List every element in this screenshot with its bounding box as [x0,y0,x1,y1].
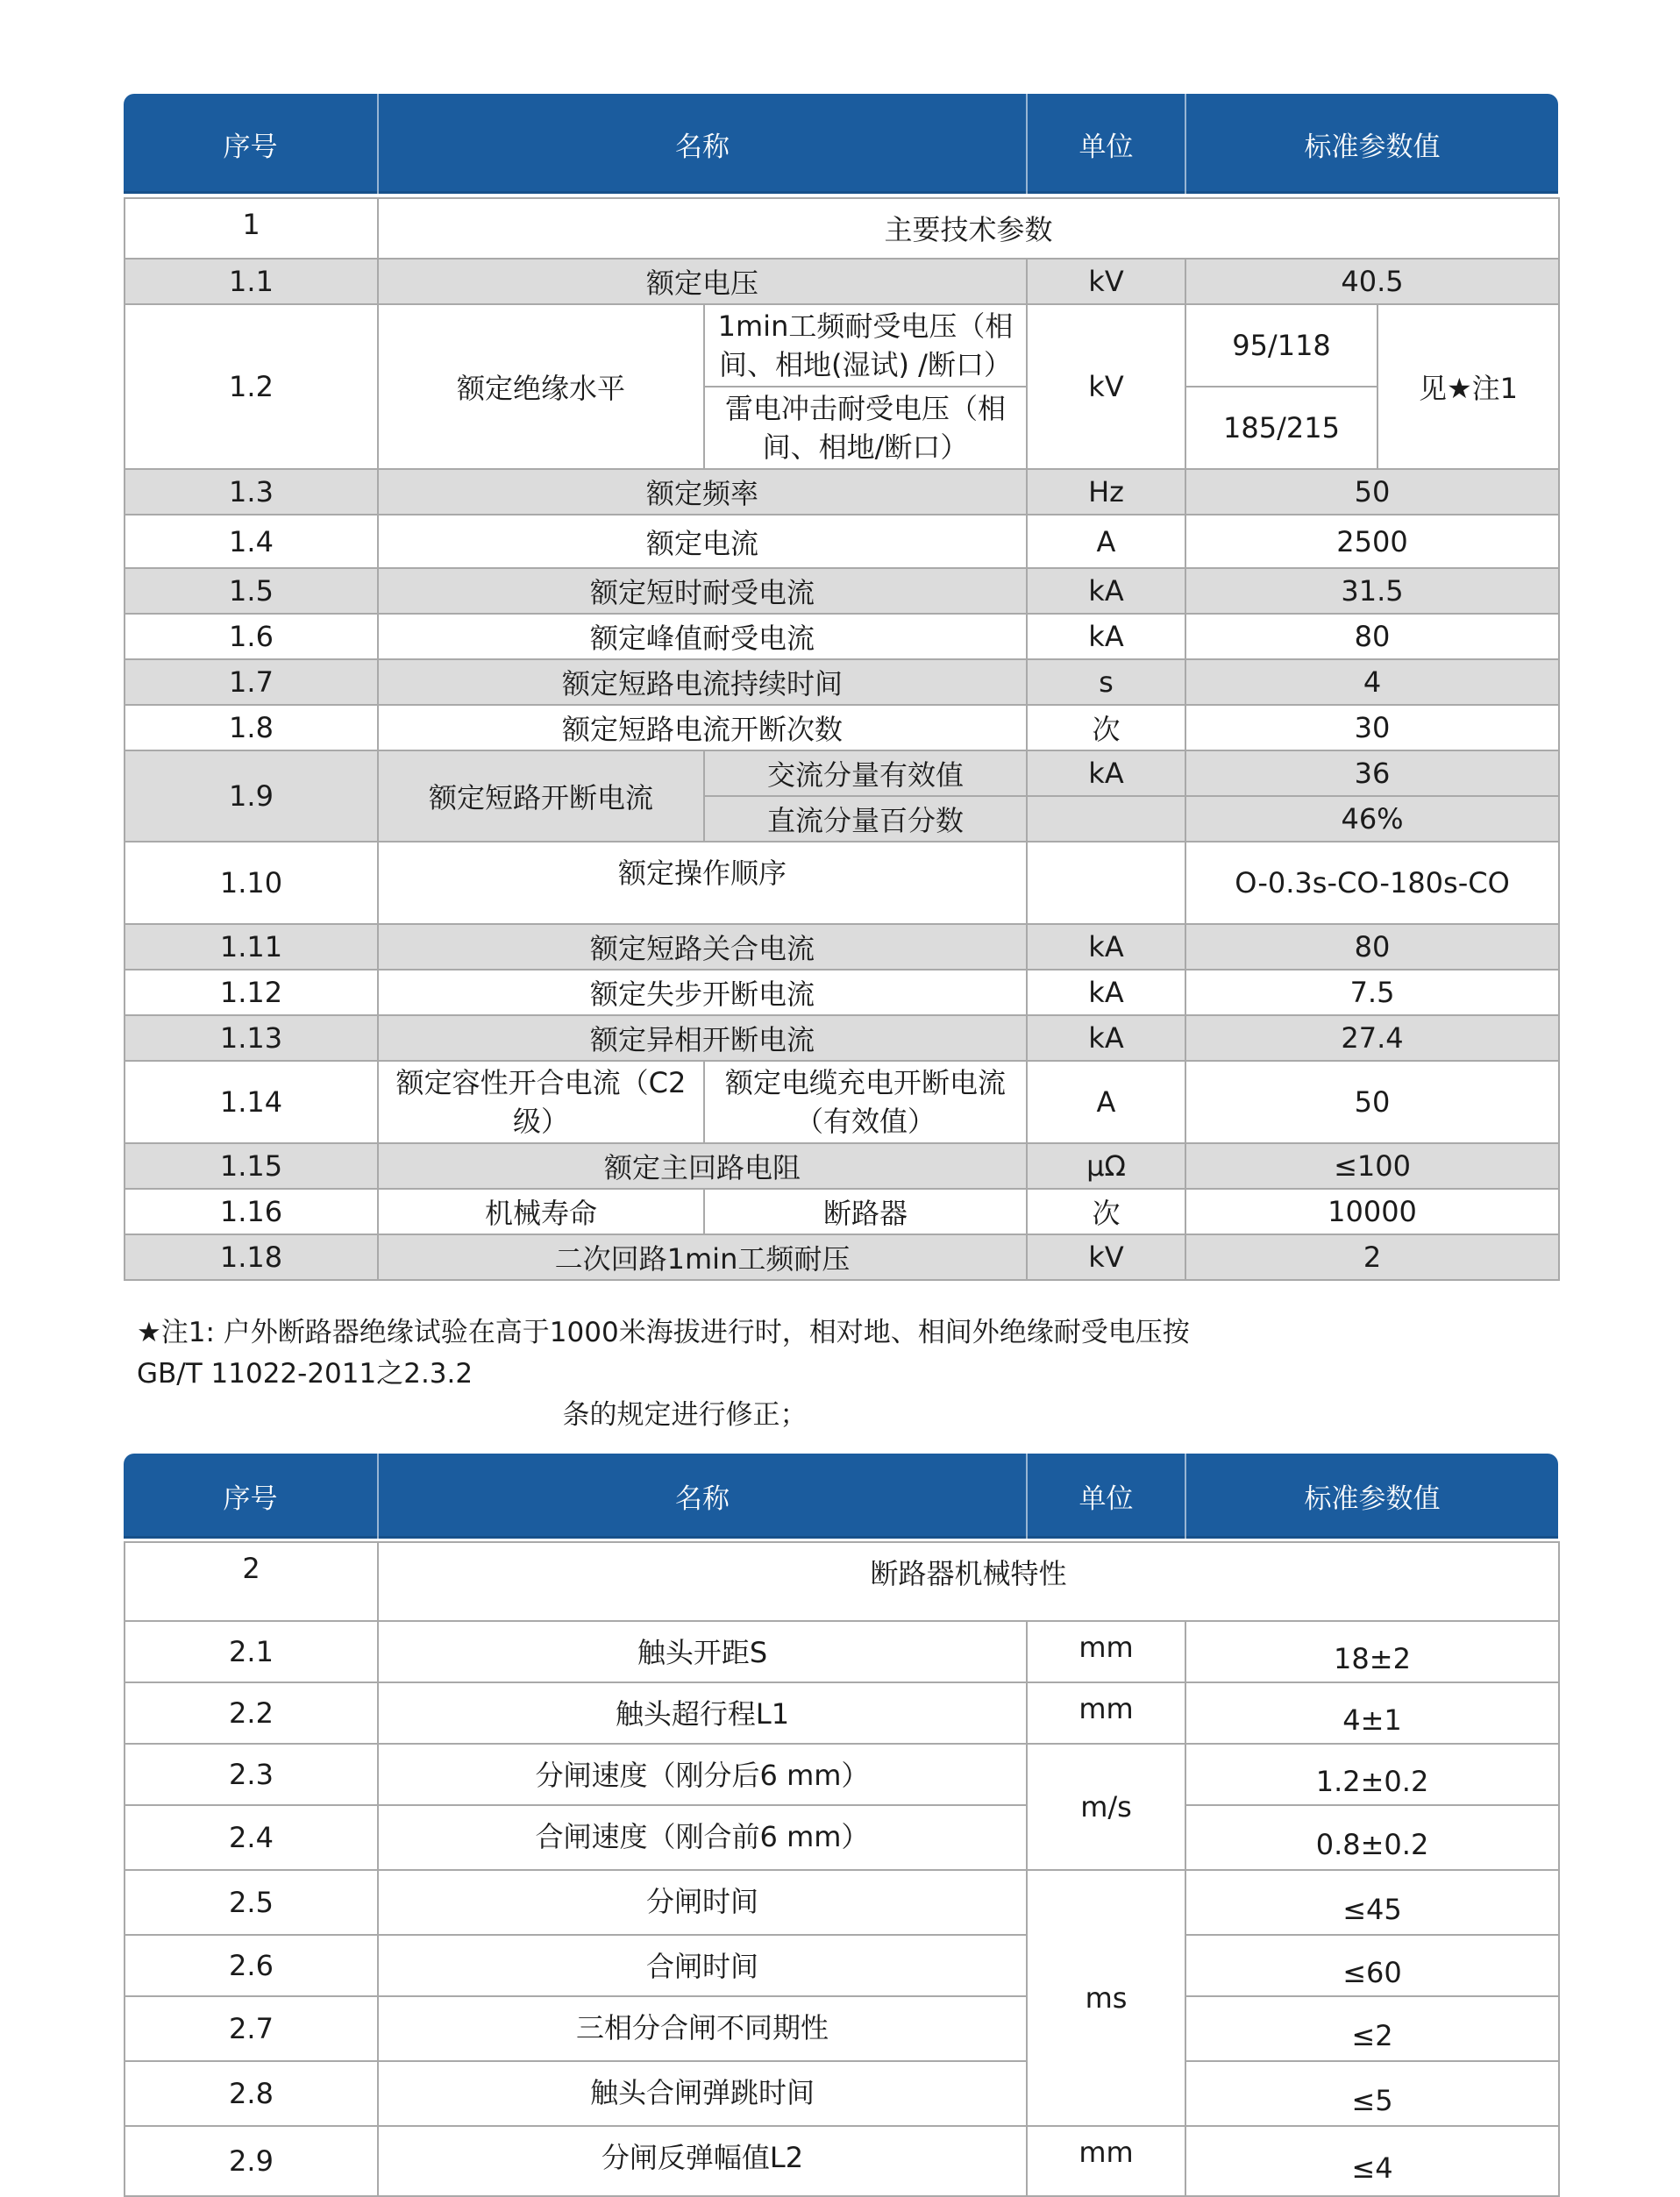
table-row [125,1805,1559,1870]
cell-unit: ms [1027,1870,1185,2126]
footnote-line2: 条的规定进行修正； [562,1399,808,1431]
cell-value: 7.5 [1185,970,1559,1015]
cell-value: 10000 [1185,1189,1559,1234]
cell-name: 额定异相开断电流 [378,1015,1027,1061]
table-row [125,1870,1559,1935]
cell-unit: mm [1027,1682,1185,1744]
cell-unit: kV [1027,1234,1185,1280]
cell-name: 触头合闸弹跳时间 [378,2061,1027,2126]
cell-no: 2.4 [125,1805,378,1870]
table1 [124,197,1560,1281]
cell-no: 1.13 [125,1015,378,1061]
table-row [125,568,1559,614]
cell-value: 0.8±0.2 [1185,1805,1559,1870]
cell-unit: 次 [1027,1189,1185,1234]
cell-no: 1.18 [125,1234,378,1280]
cell-name: 二次回路1min工频耐压 [378,1234,1027,1280]
cell-name: 合闸速度（刚合前6 mm） [378,1805,1027,1870]
cell-unit: kA [1027,970,1185,1015]
cell-unit: 次 [1027,705,1185,750]
table-row [125,750,1559,796]
cell-value: 50 [1185,1061,1559,1143]
table2-header-col-no: 序号 [223,1483,278,1515]
table-row [125,659,1559,705]
cell-unit: μΩ [1027,1143,1185,1189]
table-row [125,1143,1559,1189]
cell-value: ≤100 [1185,1143,1559,1189]
cell-name: 触头开距S [378,1621,1027,1682]
cell-no: 1.11 [125,924,378,970]
footnote-line1: ★注1: 户外断路器绝缘试验在高于1000米海拔进行时，相对地、相间外绝缘耐受电压按GB/T 11022-2011之2.3.2 [137,1317,1190,1390]
cell-name: 额定主回路电阻 [378,1143,1027,1189]
cell-value: ≤60 [1185,1935,1559,1996]
table-row [125,259,1559,304]
cell-value: ≤45 [1185,1870,1559,1935]
cell-value: 31.5 [1185,568,1559,614]
cell-name: 三相分合闸不同期性 [378,1996,1027,2061]
cell-unit [1027,842,1185,924]
cell-unit: kA [1027,1015,1185,1061]
cell-no: 1 [125,198,378,259]
cell-value: 2500 [1185,515,1559,568]
cell-value: 4 [1185,659,1559,705]
cell-value: 95/118 [1185,304,1377,387]
cell-name: 额定操作顺序 [378,842,1027,924]
cell-unit: s [1027,659,1185,705]
cell-name: 额定电流 [378,515,1027,568]
cell-no: 2.3 [125,1744,378,1805]
cell-no: 1.15 [125,1143,378,1189]
cell-subname: 直流分量百分数 [704,796,1027,842]
cell-unit: kV [1027,259,1185,304]
cell-no: 1.6 [125,614,378,659]
cell-no: 2.2 [125,1682,378,1744]
cell-unit: A [1027,1061,1185,1143]
cell-value: 1.2±0.2 [1185,1744,1559,1805]
table-row [125,924,1559,970]
cell-no: 2.8 [125,2061,378,2126]
table-row [125,1621,1559,1682]
table1-header [124,94,1558,194]
cell-unit: kA [1027,750,1185,796]
cell-no: 1.12 [125,970,378,1015]
cell-no: 2.5 [125,1870,378,1935]
table-row [125,304,1559,387]
cell-no: 1.1 [125,259,378,304]
cell-value: 80 [1185,614,1559,659]
table1-header-col-value: 标准参数值 [1185,94,1558,194]
cell-name-right: 额定电缆充电开断电流（有效值） [704,1061,1027,1143]
table-row [125,1542,1559,1621]
cell-no: 1.5 [125,568,378,614]
cell-name: 合闸时间 [378,1935,1027,1996]
cell-name: 分闸速度（刚分后6 mm） [378,1744,1027,1805]
cell-no: 2.1 [125,1621,378,1682]
cell-no: 2 [125,1542,378,1621]
spec-page [124,94,1558,2197]
cell-name-left: 机械寿命 [378,1189,704,1234]
cell-unit: mm [1027,1621,1185,1682]
cell-value: ≤2 [1185,1996,1559,2061]
cell-value: 27.4 [1185,1015,1559,1061]
cell-unit: kV [1027,304,1185,469]
cell-value: 4±1 [1185,1682,1559,1744]
cell-name: 额定电压 [378,259,1027,304]
table1-header-col-no: 序号 [223,131,278,163]
table-row [125,1682,1559,1744]
cell-no: 1.8 [125,705,378,750]
cell-no: 1.3 [125,469,378,515]
cell-no: 1.7 [125,659,378,705]
cell-name: 分闸反弹幅值L2 [378,2126,1027,2196]
cell-value: 2 [1185,1234,1559,1280]
table1-header-col-unit: 单位 [1026,94,1185,194]
cell-name-left: 额定容性开合电流（C2级） [378,1061,704,1143]
cell-no: 1.14 [125,1061,378,1143]
table-row [125,1189,1559,1234]
cell-unit: kA [1027,924,1185,970]
table-row [125,1935,1559,1996]
table-row [125,842,1559,924]
cell-value: 80 [1185,924,1559,970]
cell-value: ≤5 [1185,2061,1559,2126]
cell-value: 50 [1185,469,1559,515]
cell-no: 1.16 [125,1189,378,1234]
cell-name: 额定短时耐受电流 [378,568,1027,614]
cell-name: 额定频率 [378,469,1027,515]
cell-name: 额定短路电流开断次数 [378,705,1027,750]
table-row [125,469,1559,515]
cell-no: 2.6 [125,1935,378,1996]
table2-header-col-unit: 单位 [1026,1454,1185,1539]
cell-subname: 1min工频耐受电压（相间、相地(湿试) /断口） [704,304,1027,387]
cell-name-right: 断路器 [704,1189,1027,1234]
cell-name-group: 额定绝缘水平 [378,304,704,469]
footnote [137,1312,1233,1436]
table-row [125,1996,1559,2061]
table-row [125,1061,1559,1143]
cell-name: 额定失步开断电流 [378,970,1027,1015]
cell-subname: 雷电冲击耐受电压（相间、相地/断口） [704,387,1027,469]
cell-name: 额定短路电流持续时间 [378,659,1027,705]
cell-value-note: 见★注1 [1377,304,1559,469]
table-row [125,1234,1559,1280]
cell-value: 185/215 [1185,387,1377,469]
cell-unit: kA [1027,614,1185,659]
cell-value: 18±2 [1185,1621,1559,1682]
table-row [125,1744,1559,1805]
table2-header-col-name: 名称 [377,1454,1026,1539]
cell-subname: 交流分量有效值 [704,750,1027,796]
cell-name: 触头超行程L1 [378,1682,1027,1744]
table-row [125,198,1559,259]
cell-unit: m/s [1027,1744,1185,1870]
table2-header [124,1454,1558,1539]
cell-value: 36 [1185,750,1559,796]
cell-unit [1027,796,1185,842]
cell-value: 40.5 [1185,259,1559,304]
section-title: 断路器机械特性 [378,1542,1559,1621]
cell-no: 1.10 [125,842,378,924]
table-row [125,1015,1559,1061]
cell-value: 30 [1185,705,1559,750]
cell-name: 额定峰值耐受电流 [378,614,1027,659]
cell-no: 1.2 [125,304,378,469]
cell-name-group: 额定短路开断电流 [378,750,704,842]
cell-name: 额定短路关合电流 [378,924,1027,970]
table-row [125,2126,1559,2196]
table-row [125,2061,1559,2126]
cell-value: ≤4 [1185,2126,1559,2196]
table-row [125,515,1559,568]
cell-unit: Hz [1027,469,1185,515]
cell-no: 2.7 [125,1996,378,2061]
cell-unit: A [1027,515,1185,568]
cell-value: O-0.3s-CO-180s-CO [1185,842,1559,924]
cell-unit: mm [1027,2126,1185,2196]
table-row [125,970,1559,1015]
cell-value: 46% [1185,796,1559,842]
cell-no: 2.9 [125,2126,378,2196]
table2 [124,1541,1560,2197]
table2-header-col-value: 标准参数值 [1185,1454,1558,1539]
table1-header-col-name: 名称 [377,94,1026,194]
cell-no: 1.4 [125,515,378,568]
cell-unit: kA [1027,568,1185,614]
section-title: 主要技术参数 [378,198,1559,259]
table-row [125,614,1559,659]
table-row [125,705,1559,750]
cell-no: 1.9 [125,750,378,842]
cell-name: 分闸时间 [378,1870,1027,1935]
